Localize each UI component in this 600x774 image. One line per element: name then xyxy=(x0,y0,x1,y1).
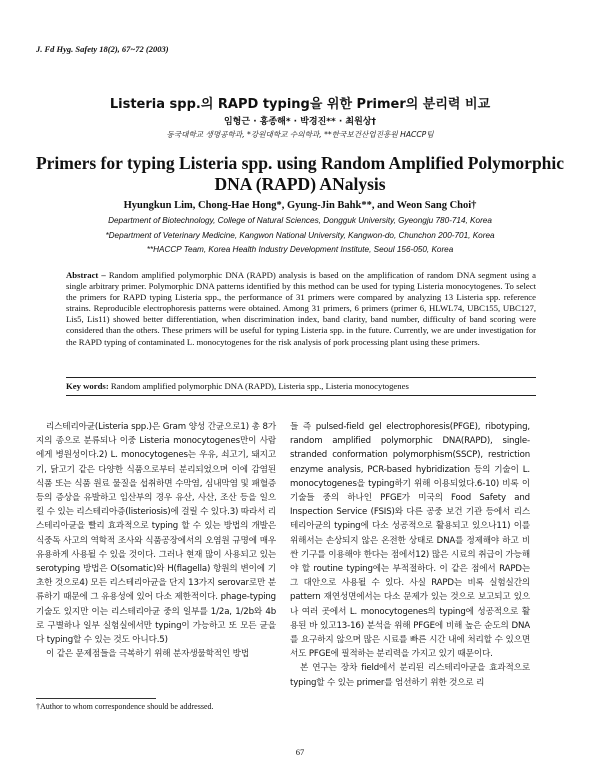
keywords-top-rule xyxy=(66,377,536,378)
body-right-column xyxy=(290,420,530,690)
keywords-label: Key words: xyxy=(66,381,109,391)
page-number: 67 xyxy=(295,747,305,757)
korean-authors: 임형근 · 홍종해* · 박경진** · 최원상† xyxy=(223,117,376,127)
english-affiliation-2: *Department of Veterinary Medicine, Kangwon National University, Kangwon-do, Chunchon 200-701, Korea xyxy=(105,231,495,240)
english-authors: Hyungkun Lim, Chong-Hae Hong*, Gyung-Jin Bahk**, and Weon Sang Choi† xyxy=(123,200,477,211)
body-paragraph: 리스테리아균(Listeria spp.)은 Gram 양성 간균으로1) 총 8가지의 종으로 분류되나 이중 Listeria monocytogenes만이 사람에게 병원성이다.2) L. monocytogenes는 우유, 쇠고기, 돼지고기, 닭고기 같은 다양한 식품으로부터 분리되었으며 이에 감염된 식품 또는 식품 원료 물질을 섭취하면 수막염, 심내막염 및 패혈증 등의 증상을 유발하고 임산부의 경우 유산, 사산, 조산 등을 일으킬 수 있는 리스테리아증(listeriosis)에 걸릴 수 있다.3) 따라서 리스테리아균을 빨리 효과적으로 typing 할 수 있는 방법의 개발은 식중독 사고의 역학적 조사와 식품공장에서의 오염원 규명에 매우 유용하게 사용될 수 있을 것이다. 그러나 현재 많이 사용되고 있는 serotyping 방법은 O(somatic)와 H(flagella) 항원의 변이에 기초한 것으로4) 모든 리스테리아균을 단지 13가지 serovar로만 분류하기 때문에 그 유용성에 있어 다소 제한적이다. phage-typing 기술도 있지만 이는 리스테리아균 중의 일부를 1/2a, 1/2b와 4b로 구별하나 일부 실험실에서만 typing이 가능하고 또 모든 균을 다 typing할 수 있는 것도 아니다.5) xyxy=(36,422,276,646)
footnote: †Author to whom correspondence should be addressed. xyxy=(36,702,214,711)
keywords-bottom-rule xyxy=(66,395,536,396)
korean-title: Listeria spp.의 RAPD typing을 위한 Primer의 분리력 비교 xyxy=(109,97,491,112)
english-affiliation-1: Department of Biotechnology, College of Natural Sciences, Dongguk University, Gyeongju 780-714, Korea xyxy=(108,216,492,225)
abstract-label: Abstract – xyxy=(66,270,106,280)
english-title: Primers for typing Listeria spp. using Random Amplified Polymorphic DNA (RAPD) ANalysis xyxy=(35,153,565,194)
keywords xyxy=(66,381,536,391)
journal-citation: J. Fd Hyg. Safety 18(2), 67~72 (2003) xyxy=(36,44,169,54)
body-paragraph: 본 연구는 장차 field에서 분리된 리스테리아균을 효과적으로 typing할 수 있는 primer를 엄선하기 위한 것으로 리 xyxy=(290,663,530,688)
abstract xyxy=(66,270,536,348)
body-paragraph: 들 즉 pulsed-field gel electrophoresis(PFGE), ribotyping, random amplified polymorphic DNA(RAPD), single-stranded conformation polymorphism(SSCP), restriction enzyme analysis, PCR-based hybridization 등의 기술이 L. monocytogenes을 typing하기 위해 이용되었다.6-10) 비록 이 기술들 중의 하나인 PFGE가 미국의 Food Safety and Inspection Service (FSIS)와 다른 공중 보건 기관 등에서 리스테리아균의 typing에 다소 성공적으로 활용되고 있으나11) 이를 위해서는 손상되지 않은 온전한 상태로 DNA를 정제해야 하고 비싼 기구를 이용해야 한다는 점에서12) 많은 시료의 취급이 가능해야 할 routine typing에는 부적절하다. 이 같은 점에서 RAPD는 그 대안으로 사용될 수 있다. 사실 RAPD는 비록 실험실간의 pattern 재연성면에서는 다소 문제가 있는 것으로 보고되고 있으나 여러 곳에서 L. monocytogenes의 typing에 성공적으로 활용된 바 있고13-16) 분석을 위해 PFGE에 비해 높은 순도의 DNA를 요구하지 않으며 많은 시료를 빠른 시간 내에 처리할 수 있으면서도 PFGE에 필적하는 분리력을 가지고 있기 때문이다. xyxy=(290,422,530,660)
body-left-column xyxy=(36,420,276,661)
body-paragraph: 이 같은 문제점들을 극복하기 위해 분자생물학적인 방법 xyxy=(46,649,249,660)
abstract-text: Random amplified polymorphic DNA (RAPD) analysis is based on the amplification of random DNA segment using a single arbitrary primer. Polymorphic DNA patterns identified by this method can be used for typing Listeria monocytogenes. To select the primers for RAPD typing Listeria spp., the performance of 31 primers were compared by analyzing 13 Listeria spp. reference strains. Reproducible electrophoresis patterns were obtained. Among 31 primers, 6 primers (primer 6, HLWL74, UBC155, UBC127, Lis5, Lis11) showed better differentiation, when discrimination index, band clarity, band number, difficulty of band scoring were considered than the others. These primers will be useful for typing Listeria spp. in the future. Currently, we are under investigation for the RAPD typing of contaminated L. monocytogenes for the risk analysis of pork processing plant using these primers. xyxy=(66,270,536,347)
english-affiliation-3: **HACCP Team, Korea Health Industry Development Institute, Seoul 156-050, Korea xyxy=(146,245,454,254)
keywords-text: Random amplified polymorphic DNA (RAPD), Listeria spp., Listeria monocytogenes xyxy=(110,381,409,391)
korean-affiliations: 동국대학교 생명공학과, *강원대학교 수의학과, **한국보건산업진흥원 HACCP팀 xyxy=(166,130,434,139)
footnote-rule xyxy=(36,698,156,699)
